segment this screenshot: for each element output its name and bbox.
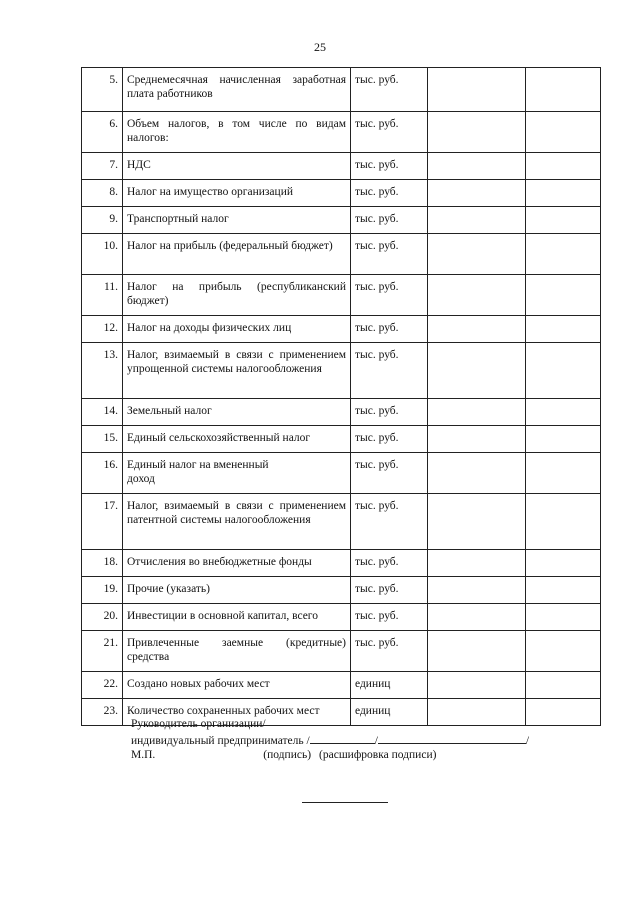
row-number: 16.	[82, 453, 123, 494]
row-number: 5.	[82, 68, 123, 112]
table-row	[82, 550, 601, 577]
decode-label: (расшифровка подписи)	[319, 749, 437, 761]
row-number: 9.	[82, 207, 123, 234]
row-unit: тыс. руб.	[351, 453, 428, 494]
row-unit: единиц	[351, 672, 428, 699]
value-cell[interactable]	[428, 153, 526, 180]
row-number: 23.	[82, 699, 123, 726]
row-unit: тыс. руб.	[351, 68, 428, 112]
value-cell[interactable]	[526, 426, 601, 453]
value-cell[interactable]	[428, 577, 526, 604]
value-cell[interactable]	[526, 453, 601, 494]
row-unit: тыс. руб.	[351, 631, 428, 672]
row-indicator: Объем налогов, в том числе по видам налогов:	[123, 112, 351, 153]
value-cell[interactable]	[526, 153, 601, 180]
row-indicator: Привлеченные заемные (кредитные) средства	[123, 631, 351, 672]
row-indicator: Создано новых рабочих мест	[123, 672, 351, 699]
value-cell[interactable]	[428, 234, 526, 275]
value-cell[interactable]	[526, 343, 601, 399]
signature-entrepreneur: индивидуальный предприниматель /	[131, 734, 310, 747]
value-cell[interactable]	[428, 316, 526, 343]
row-indicator: Инвестиции в основной капитал, всего	[123, 604, 351, 631]
row-indicator: Налог, взимаемый в связи с применением патентной системы налогообложения	[123, 494, 351, 550]
table-row	[82, 207, 601, 234]
value-cell[interactable]	[526, 672, 601, 699]
table-row	[82, 234, 601, 275]
value-cell[interactable]	[428, 275, 526, 316]
row-number: 18.	[82, 550, 123, 577]
value-cell[interactable]	[428, 672, 526, 699]
table-row	[82, 343, 601, 399]
value-cell[interactable]	[428, 207, 526, 234]
row-indicator: НДС	[123, 153, 351, 180]
row-number: 6.	[82, 112, 123, 153]
table-row	[82, 494, 601, 550]
value-cell[interactable]	[526, 112, 601, 153]
signature-title-line	[131, 717, 571, 732]
row-indicator: Количество сохраненных рабочих мест	[123, 699, 351, 726]
row-number: 22.	[82, 672, 123, 699]
row-indicator: Налог на имущество организаций	[123, 180, 351, 207]
row-number: 17.	[82, 494, 123, 550]
row-number: 19.	[82, 577, 123, 604]
row-number: 7.	[82, 153, 123, 180]
row-unit: тыс. руб.	[351, 207, 428, 234]
page-number: 25	[314, 40, 326, 54]
value-cell[interactable]	[526, 399, 601, 426]
row-number: 13.	[82, 343, 123, 399]
signature-labels-line	[131, 748, 571, 763]
row-unit: тыс. руб.	[351, 604, 428, 631]
table-row	[82, 672, 601, 699]
row-indicator: Единый налог на вмененный доход	[123, 453, 351, 494]
table-row	[82, 180, 601, 207]
row-number: 21.	[82, 631, 123, 672]
row-number: 10.	[82, 234, 123, 275]
value-cell[interactable]	[526, 604, 601, 631]
value-cell[interactable]	[526, 234, 601, 275]
row-indicator: Налог на прибыль (федеральный бюджет)	[123, 234, 351, 275]
row-unit: тыс. руб.	[351, 399, 428, 426]
table-row	[82, 153, 601, 180]
value-cell[interactable]	[526, 275, 601, 316]
table-row	[82, 426, 601, 453]
row-unit: тыс. руб.	[351, 112, 428, 153]
signature-title: Руководитель организации/	[131, 718, 266, 730]
signature-blank[interactable]	[310, 732, 375, 744]
signature-entrepreneur-line	[131, 732, 571, 749]
row-unit: единиц	[351, 699, 428, 726]
value-cell[interactable]	[428, 631, 526, 672]
row-indicator: Земельный налог	[123, 399, 351, 426]
signature-block	[131, 717, 571, 763]
table-row	[82, 604, 601, 631]
table-row	[82, 631, 601, 672]
value-cell[interactable]	[428, 494, 526, 550]
row-unit: тыс. руб.	[351, 343, 428, 399]
value-cell[interactable]	[428, 68, 526, 112]
signature-separator: /	[374, 734, 378, 747]
value-cell[interactable]	[526, 68, 601, 112]
row-unit: тыс. руб.	[351, 577, 428, 604]
row-number: 20.	[82, 604, 123, 631]
row-indicator: Налог, взимаемый в связи с применением упрощенной системы налогообложения	[123, 343, 351, 399]
row-unit: тыс. руб.	[351, 426, 428, 453]
signature-end-separator: /	[525, 734, 530, 747]
value-cell[interactable]	[428, 112, 526, 153]
value-cell[interactable]	[526, 631, 601, 672]
value-cell[interactable]	[428, 180, 526, 207]
row-indicator: Прочие (указать)	[123, 577, 351, 604]
row-number: 14.	[82, 399, 123, 426]
stamp-label: М.П.	[131, 749, 156, 761]
report-table	[81, 67, 601, 726]
sign-label: (подпись)	[263, 749, 312, 761]
row-indicator: Налог на доходы физических лиц	[123, 316, 351, 343]
table-row	[82, 577, 601, 604]
row-indicator: Транспортный налог	[123, 207, 351, 234]
row-number: 12.	[82, 316, 123, 343]
footer-line	[302, 802, 388, 803]
value-cell[interactable]	[526, 316, 601, 343]
value-cell[interactable]	[428, 550, 526, 577]
row-number: 11.	[82, 275, 123, 316]
value-cell[interactable]	[428, 343, 526, 399]
value-cell[interactable]	[428, 604, 526, 631]
row-indicator: Единый сельскохозяйственный налог	[123, 426, 351, 453]
value-cell[interactable]	[526, 494, 601, 550]
value-cell[interactable]	[428, 426, 526, 453]
value-cell[interactable]	[526, 577, 601, 604]
row-unit: тыс. руб.	[351, 180, 428, 207]
signature-decoding-blank[interactable]	[378, 732, 526, 744]
table-row	[82, 112, 601, 153]
table-row	[82, 316, 601, 343]
row-unit: тыс. руб.	[351, 153, 428, 180]
row-number: 8.	[82, 180, 123, 207]
value-cell[interactable]	[428, 453, 526, 494]
table-row	[82, 275, 601, 316]
row-indicator: Отчисления во внебюджетные фонды	[123, 550, 351, 577]
row-number: 15.	[82, 426, 123, 453]
table-row	[82, 453, 601, 494]
row-indicator: Среднемесячная начисленная заработная плата работников	[123, 68, 351, 112]
value-cell[interactable]	[526, 550, 601, 577]
row-unit: тыс. руб.	[351, 275, 428, 316]
value-cell[interactable]	[526, 207, 601, 234]
table-row	[82, 68, 601, 112]
row-unit: тыс. руб.	[351, 316, 428, 343]
table-row	[82, 399, 601, 426]
row-unit: тыс. руб.	[351, 494, 428, 550]
value-cell[interactable]	[428, 399, 526, 426]
row-unit: тыс. руб.	[351, 550, 428, 577]
row-indicator: Налог на прибыль (республиканский бюджет)	[123, 275, 351, 316]
value-cell[interactable]	[526, 180, 601, 207]
row-unit: тыс. руб.	[351, 234, 428, 275]
